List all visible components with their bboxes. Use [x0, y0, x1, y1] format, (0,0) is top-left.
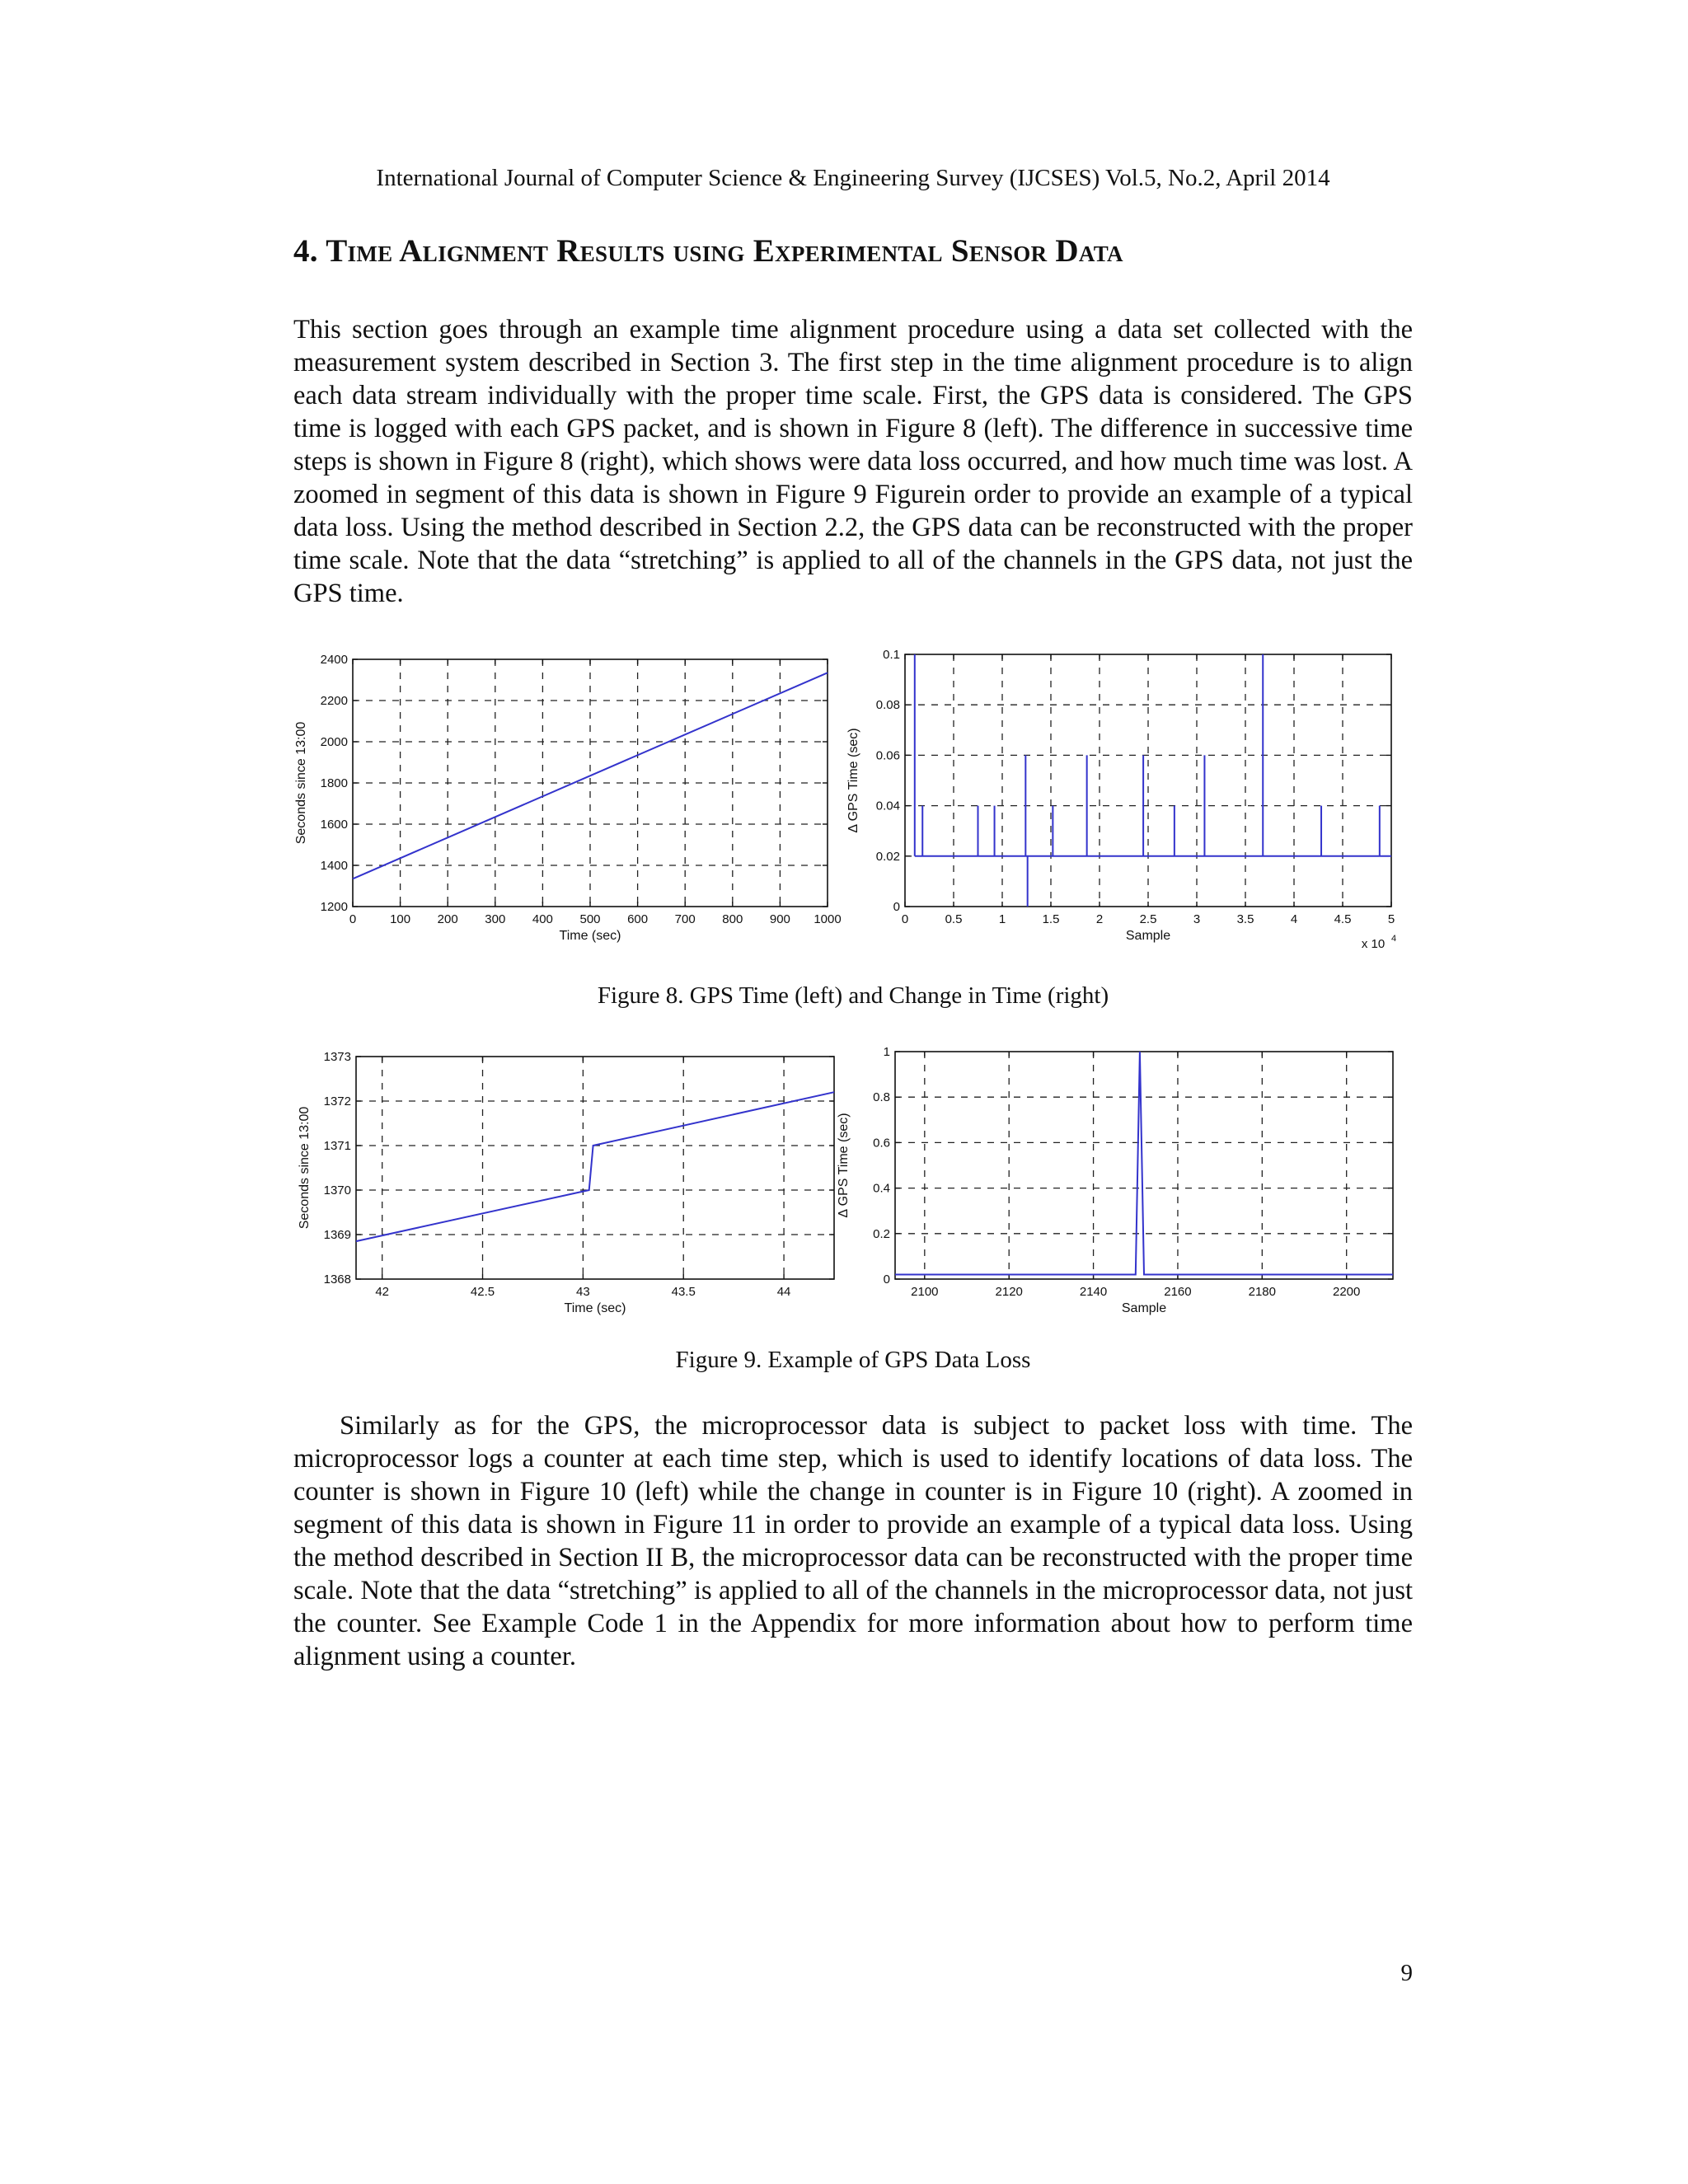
- x-tick-label: 2180: [1248, 1285, 1277, 1299]
- y-tick-label: 1600: [320, 818, 348, 832]
- y-tick-label: 1400: [320, 859, 348, 873]
- x-tick-label: 1.5: [1042, 912, 1060, 926]
- y-tick-label: 1368: [323, 1272, 351, 1286]
- y-tick-label: 1372: [323, 1094, 351, 1108]
- figure8-right-chart: [832, 641, 1409, 954]
- x-tick-label: 4.5: [1334, 912, 1352, 926]
- y-axis-label: Seconds since 13:00: [298, 1106, 312, 1230]
- y-tick-label: 0.8: [873, 1090, 890, 1105]
- figure8-caption: Figure 8. GPS Time (left) and Change in Time (right): [597, 982, 1109, 1009]
- x-tick-label: 0: [901, 912, 909, 926]
- x-tick-label: 2120: [995, 1285, 1023, 1299]
- figure8-left-chart: [280, 641, 849, 954]
- x-tick-label: 400: [532, 912, 553, 926]
- x-tick-label: 900: [769, 912, 790, 926]
- y-axis-label: Δ GPS Time (sec): [837, 1113, 851, 1218]
- y-tick-label: 1369: [323, 1228, 351, 1242]
- y-tick-label: 0.02: [875, 849, 900, 864]
- x-tick-label: 2: [1095, 912, 1104, 926]
- x-tick-label: 2140: [1079, 1285, 1108, 1299]
- x-tick-label: 600: [627, 912, 649, 926]
- y-tick-label: 1373: [323, 1050, 351, 1064]
- x-tick-label: 3.5: [1236, 912, 1254, 926]
- figure9-caption: Figure 9. Example of GPS Data Loss: [675, 1347, 1031, 1373]
- y-tick-label: 0: [883, 1272, 890, 1286]
- x-axis-label: Time (sec): [564, 1301, 626, 1315]
- y-tick-label: 0.6: [873, 1136, 890, 1151]
- x-tick-label: 44: [776, 1285, 791, 1299]
- figure9-left-chart: [280, 1038, 849, 1327]
- y-tick-label: 0.06: [875, 748, 900, 763]
- y-tick-label: 2000: [320, 735, 348, 749]
- y-tick-label: 1370: [323, 1183, 351, 1197]
- series-line: [895, 1052, 1393, 1275]
- y-tick-label: 0.08: [875, 698, 900, 713]
- x-multiplier-exponent: 4: [1391, 934, 1397, 944]
- x-tick-label: 0: [349, 912, 357, 926]
- x-tick-label: 2200: [1333, 1285, 1361, 1299]
- journal-header: International Journal of Computer Science & Engineering Survey (IJCSES) Vol.5, No.2, April 2014: [376, 165, 1330, 191]
- y-tick-label: 1371: [323, 1139, 351, 1153]
- x-tick-label: 0.5: [945, 912, 963, 926]
- x-tick-label: 3: [1193, 912, 1201, 926]
- y-tick-label: 1: [883, 1045, 890, 1059]
- x-tick-label: 700: [674, 912, 696, 926]
- page-number: 9: [1400, 1960, 1413, 1986]
- x-tick-label: 43.5: [671, 1285, 696, 1299]
- x-axis-label: Time (sec): [559, 929, 621, 943]
- y-tick-label: 1200: [320, 900, 348, 914]
- x-tick-label: 200: [437, 912, 458, 926]
- y-tick-label: 1800: [320, 776, 348, 790]
- x-tick-label: 1: [998, 912, 1006, 926]
- x-axis-label: Sample: [1125, 929, 1171, 943]
- y-tick-label: 0.1: [883, 648, 900, 662]
- x-tick-label: 5: [1387, 912, 1395, 926]
- x-tick-label: 100: [390, 912, 411, 926]
- x-axis-label: Sample: [1121, 1301, 1167, 1315]
- x-tick-label: 43: [576, 1285, 590, 1299]
- y-axis-label: Seconds since 13:00: [294, 721, 308, 845]
- series-line: [356, 1092, 834, 1241]
- x-tick-label: 2100: [911, 1285, 939, 1299]
- x-tick-label: 42.5: [470, 1285, 495, 1299]
- plot-frame: [356, 1057, 834, 1279]
- x-tick-label: 800: [722, 912, 743, 926]
- paragraph-2: Similarly as for the GPS, the microprocessor data is subject to packet loss with time. The microprocessor logs a counter at each time step, which is used to identify locations of data loss. The counter is shown in Figure 10 (left) while the change in counter is in Figure 10 (right). A zoomed in segment of this data is shown in Figure 11 in order to provide an example of a typical data loss. Using the method described in Section II B, the microprocessor data can be reconstructed with the proper time scale. Note that the data “stretching” is applied to all of the channels in the microprocessor data, not just the counter. See Example Code 1 in the Appendix for more information about how to perform time alignment using a counter.: [293, 1411, 1413, 1671]
- y-tick-label: 0.4: [873, 1181, 890, 1196]
- paragraph-1: This section goes through an example time alignment procedure using a data set collected with the measurement system described in Section 3. The first step in the time alignment procedure is to align each data stream individually with the proper time scale. First, the GPS data is considered. The GPS time is logged with each GPS packet, and is shown in Figure 8 (left). The difference in successive time steps is shown in Figure 8 (right), which shows were data loss occurred, and how much time was lost. A zoomed in segment of this data is shown in Figure 9 Figurein order to provide an example of a typical data loss. Using the method described in Section 2.2, the GPS data can be reconstructed with the proper time scale. Note that the data “stretching” is applied to all of the channels in the GPS data, not just the GPS time.: [293, 315, 1413, 608]
- y-tick-label: 2400: [320, 653, 348, 667]
- y-tick-label: 0.04: [875, 799, 900, 813]
- y-axis-label: Δ GPS Time (sec): [846, 728, 860, 833]
- figure9-right-chart: [832, 1038, 1409, 1327]
- x-tick-label: 1000: [814, 912, 842, 926]
- y-tick-label: 2200: [320, 694, 348, 708]
- x-tick-label: 500: [579, 912, 601, 926]
- x-tick-label: 42: [375, 1285, 390, 1299]
- section-heading: 4. Time Alignment Results using Experimental Sensor Data: [293, 233, 1123, 269]
- y-tick-label: 0: [893, 900, 900, 914]
- x-tick-label: 300: [485, 912, 506, 926]
- x-tick-label: 2.5: [1139, 912, 1157, 926]
- x-tick-label: 2160: [1164, 1285, 1192, 1299]
- x-multiplier-label: x 10: [1361, 937, 1386, 951]
- y-tick-label: 0.2: [873, 1226, 890, 1241]
- x-tick-label: 4: [1290, 912, 1298, 926]
